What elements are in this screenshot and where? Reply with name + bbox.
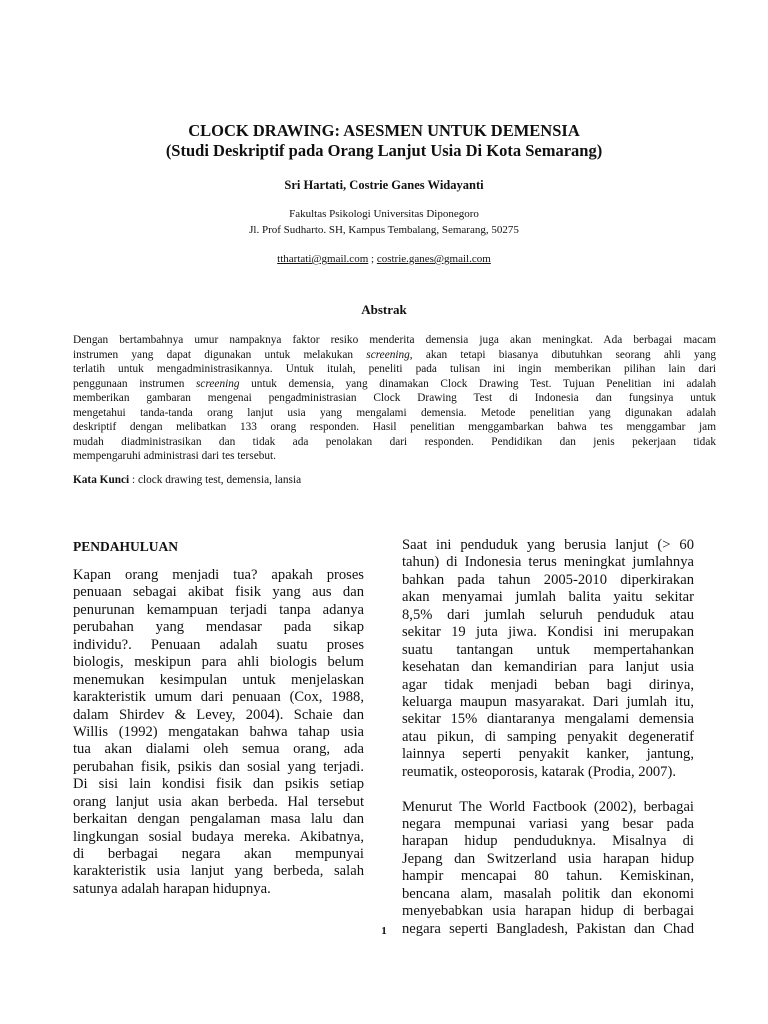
text-line: lingkungan sosial budaya mereka. Akibatnya,	[73, 828, 364, 845]
text-line: Di sisi lain kondisi fisik dan psikis setiap	[73, 776, 364, 793]
text-line: kesehatan dan kemandirian para lanjut usia	[402, 659, 694, 676]
text-line: harapan hidup penduduknya. Misalnya di	[402, 833, 694, 850]
text-line: Menurut The World Factbook (2002), berbagai	[402, 798, 694, 815]
text-line: suatu tantangan untuk mempertahankan	[402, 641, 694, 658]
text-line: hampir mencapai 80 tahun. Kemiskinan,	[402, 868, 694, 885]
email-separator: ;	[368, 253, 377, 265]
keywords-text: : clock drawing test, demensia, lansia	[129, 474, 302, 486]
text-line: mudah diadministrasikan dan tidak ada penolakan dari responden. Pendidikan dan jenis pekerjaan tidak	[73, 435, 716, 448]
keywords	[73, 474, 301, 486]
keywords-label: Kata Kunci	[73, 474, 130, 486]
text-line: penurunan kemampuan terjadi tanpa adanya	[73, 601, 364, 618]
text-line: Kapan orang menjadi tua? apakah proses	[73, 567, 364, 583]
text-line: deskriptif dengan melibatkan 133 orang responden. Hasil penelitian menggambarkan bahwa tes menggambar jam	[73, 421, 716, 433]
affiliation-line-2: Jl. Prof Sudharto. SH, Kampus Tembalang, Semarang, 50275	[249, 224, 519, 236]
text-line: biologis, meskipun para ahli biologis belum	[73, 654, 364, 671]
email-link-2[interactable]: costrie.ganes@gmail.com	[376, 253, 491, 265]
text-line: sekitar 19 juta jiwa. Kondisi ini merupakan	[402, 624, 694, 641]
text-line: satunya adalah harapan hidupnya.	[73, 880, 271, 897]
text-line: tahun) di Indonesia terus meningkat jumlahnya	[402, 554, 694, 571]
text-line: karakteristik usia lanjut yang berbeda, salah	[73, 863, 364, 880]
text-line: bahkan pada tahun 2005-2010 diperkirakan	[402, 571, 694, 588]
text-line: perubahan fisik, psikis dan sosial yang terjadi.	[73, 758, 364, 775]
text-line: atau pikun, di samping penyakit degeneratif	[402, 728, 694, 745]
text-line: 8,5% dari jumlah seluruh penduduk atau	[402, 606, 694, 623]
authors: Sri Hartati, Costrie Ganes Widayanti	[284, 178, 484, 192]
text-line: mempengaruhi administrasi dari tes tersebut.	[73, 450, 276, 462]
section-heading: PENDAHULUAN	[73, 539, 179, 554]
text-line: menyebabkan usia harapan hidup di berbagai	[402, 903, 694, 920]
text-line: akan menyamai jumlah balita yaitu sekitar	[402, 589, 694, 606]
left-column-text	[73, 567, 364, 898]
text-line: instrumen yang dapat digunakan untuk melakukan screening, akan tetapi biasanya dibutuhkan seorang ahli yang	[73, 348, 716, 361]
text-line: negara mempunai variasi yang besar pada	[402, 816, 694, 832]
right-column-text	[402, 537, 694, 938]
text-line: karakteristik umum dari penuaan (Cox, 1988,	[73, 689, 364, 706]
title-line-2: (Studi Deskriptif pada Orang Lanjut Usia Di Kota Semarang)	[165, 141, 603, 160]
title-line-1: CLOCK DRAWING: ASESMEN UNTUK DEMENSIA	[188, 121, 580, 140]
text-line: penggunaan instrumen screening untuk demensia, yang dinamakan Clock Drawing Test. Tujuan Penelitian ini adalah	[73, 377, 716, 390]
text-line: terlatih untuk mengadministrasikannya. Untuk itulah, peneliti pada tulisan ini ingin memberikan pilihan lain dari	[73, 363, 716, 375]
text-line: memberikan gambaran mengenai pengadministrasian Clock Drawing Test di Indonesia dan fungsinya untuk	[73, 392, 716, 404]
text-line: bencana alam, masalah politik dan ekonomi	[402, 885, 694, 902]
text-line: mengetahui tanda-tanda orang lanjut usia yang mengalami demensia. Metode penelitian yang digunakan adalah	[73, 406, 716, 419]
abstract-heading: Abstrak	[361, 302, 407, 317]
text-line: Saat ini penduduk yang berusia lanjut (> 60	[402, 537, 694, 553]
affiliation-line-1: Fakultas Psikologi Universitas Diponegoro	[289, 208, 479, 220]
text-line: Dengan bertambahnya umur nampaknya faktor resiko menderita demensia juga akan meningkat. Ada berbagai macam	[73, 334, 716, 346]
text-line: reumatik, osteoporosis, katarak (Prodia, 2007).	[402, 763, 676, 780]
page-number: 1	[381, 925, 387, 937]
email-link-1[interactable]: tthartati@gmail.com	[277, 253, 369, 265]
abstract-body	[73, 333, 716, 464]
text-line: perubahan yang mendasar pada sikap	[73, 619, 364, 636]
text-line: negara seperti Bangladesh, Pakistan dan Chad	[402, 920, 694, 937]
text-line: agar tidak menjadi beban bagi dirinya,	[402, 676, 694, 693]
text-line: menemukan kesimpulan untuk menjelaskan	[73, 671, 364, 688]
paragraph-gap	[402, 781, 694, 798]
text-line: tua akan dialami oleh semua orang, ada	[73, 741, 364, 758]
text-line: Jepang dan Switzerland usia harapan hidup	[402, 850, 694, 867]
text-line: keluarga maupun masyarakat. Dari jumlah itu,	[402, 693, 694, 710]
text-line: lainnya seperti penyakit kanker, jantung,	[402, 746, 694, 763]
text-line: berkaitan dengan pengalaman masa lalu dan	[73, 811, 364, 828]
text-line: penuaan sebagai akibat fisik yang aus dan	[73, 584, 364, 601]
text-line: dalam Shirdev & Levey, 2004). Schaie dan	[73, 706, 364, 723]
text-line: sekitar 15% diantaranya mengalami demensia	[402, 711, 694, 728]
text-line: di berbagai negara akan mempunyai	[73, 846, 364, 862]
text-line: Willis (1992) mengatakan bahwa tahap usia	[73, 723, 364, 740]
text-line: orang lanjut usia akan berbeda. Hal tersebut	[73, 793, 364, 810]
emails	[0, 253, 768, 265]
text-line: individu?. Penuaan adalah suatu proses	[73, 636, 364, 653]
